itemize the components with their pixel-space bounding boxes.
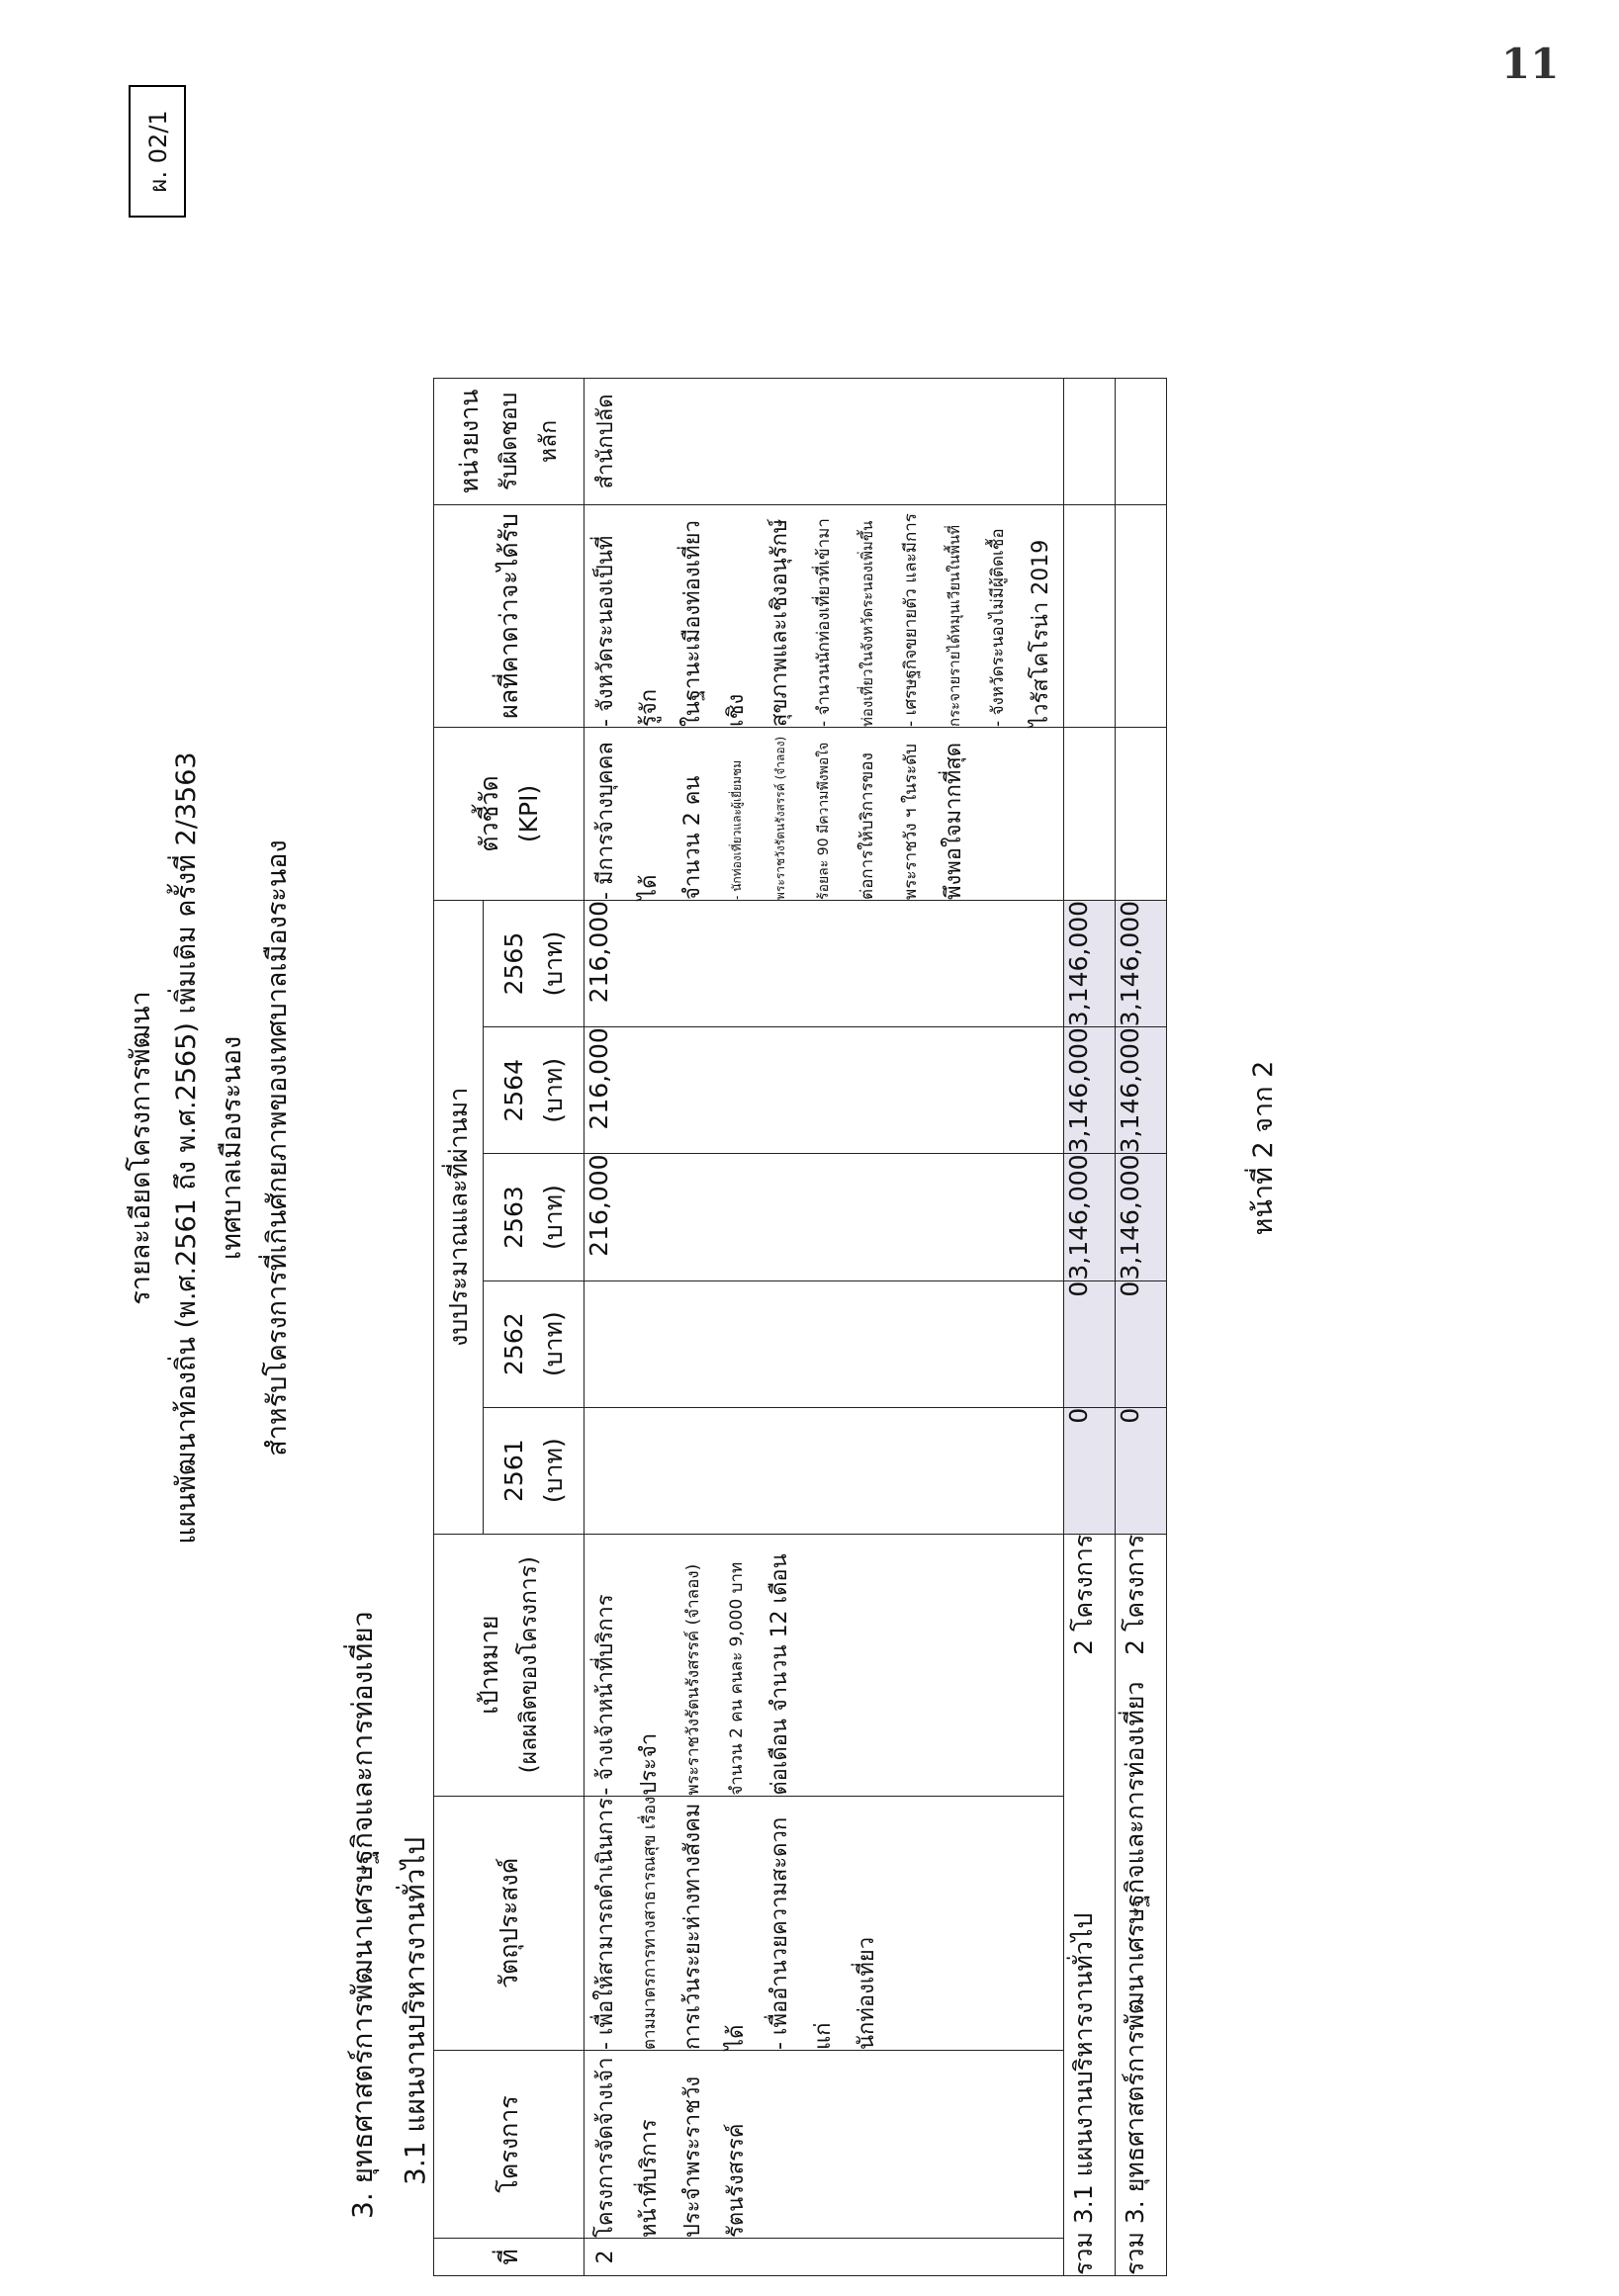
summary-budget-2561: 0: [1064, 1407, 1116, 1534]
budget-2565: 216,000: [585, 900, 1064, 1026]
summary-row-strategy: [1116, 378, 1167, 2275]
summary-budget-2564: 3,146,000: [1064, 1027, 1116, 1154]
header-line-1: รายละเอียดโครงการพัฒนา: [126, 991, 156, 1305]
kpi-line: - มีการจ้างบุคคลได้: [593, 742, 662, 900]
header-line-2: แผนพัฒนาท้องถิ่น (พ.ศ.2561 ถึง พ.ศ.2565) เพิ่มเติม ครั้งที่ 2/3563: [171, 751, 202, 1545]
project-line: โครงการจัดจ้างเจ้าหน้าที่บริการ: [593, 2057, 662, 2238]
baht-label: (บาท): [538, 1311, 568, 1377]
result-line: ท่องเที่ยวในจังหวัดระนองเพิ่มขึ้น: [858, 520, 876, 727]
kpi-line: ร้อยละ 90 มีความพึงพอใจ: [816, 742, 832, 900]
result-line: กระจายรายได้หมุนเวียนในพื้นที่: [945, 524, 963, 727]
baht-label: (บาท): [538, 1185, 568, 1250]
col-target-line1: เป้าหมาย: [474, 1615, 503, 1715]
form-code-box: ผ. 02/1: [129, 85, 186, 218]
col-objective: วัตถุประสงค์: [434, 1796, 585, 2050]
header-line-4: สำหรับโครงการที่เกินศักยภาพของเทศบาลเมืองระนอง: [262, 839, 293, 1457]
result-line: - จำนวนนักท่องเที่ยวที่เข้ามา: [814, 518, 834, 727]
year-label: 2562: [498, 1312, 528, 1375]
objective-line: - เพื่อให้สามารถดำเนินการ: [593, 1798, 618, 2050]
page-number: 11: [1501, 40, 1560, 88]
target-line: ต่อเดือน จำนวน 12 เดือน: [767, 1553, 792, 1796]
row-target: [585, 1534, 1064, 1796]
summary-budget-2562: 0: [1116, 1280, 1167, 1407]
summary-budget-2564: 3,146,000: [1116, 1027, 1167, 1154]
baht-label: (บาท): [538, 930, 568, 997]
summary-budget-2561: 0: [1116, 1407, 1167, 1534]
col-unit: [434, 378, 585, 504]
year-label: 2563: [498, 1186, 528, 1249]
summary-budget-2565: 3,146,000: [1064, 900, 1116, 1026]
summary-name: 3.1 แผนงานบริหารงานทั่วไป: [1069, 1912, 1098, 2225]
project-line: ประจำพระราชวังรัตนรังสรรค์: [680, 2075, 749, 2238]
summary-budget-2565: 3,146,000: [1116, 900, 1167, 1026]
kpi-line: ต่อการให้บริการของ: [857, 752, 877, 900]
summary-name: 3. ยุทธศาสตร์การพัฒนาเศรษฐกิจและการท่องเที่ยว: [1121, 1681, 1149, 2225]
budget-2564: 216,000: [585, 1027, 1064, 1154]
table-row: [585, 378, 1064, 2275]
summary-plan-label-cell: [1064, 1534, 1116, 2275]
col-year-2561: [484, 1407, 585, 1534]
budget-2561: [585, 1407, 1064, 1534]
col-year-2563: [484, 1154, 585, 1280]
kpi-line: - นักท่องเที่ยวและผู้เยี่ยมชม: [730, 759, 744, 900]
result-line: ในฐานะเมืองท่องเที่ยวเชิง: [680, 520, 749, 727]
summary-row-plan: [1064, 378, 1116, 2275]
project-table: [433, 378, 1167, 2276]
summary-empty: [1064, 727, 1116, 900]
page-footer: หน้าที่ 2 จาก 2: [1248, 1060, 1279, 1236]
result-line: ไวรัสโคโรน่า 2019: [1029, 539, 1053, 727]
col-unit-line2: รับผิดชอบหลัก: [495, 392, 562, 491]
result-line: - เศรษฐกิจขยายตัว และมีการ: [901, 513, 921, 727]
summary-count: 2 โครงการ: [1121, 1534, 1149, 1655]
target-line: - จ้างเจ้าหน้าที่บริการประจำ: [593, 1594, 662, 1796]
objective-line: ตามมาตรการทางสาธารณสุข เรื่อง: [640, 1796, 660, 2050]
plan-heading: 3.1 แผนงานบริหารงานทั่วไป: [399, 1836, 431, 2185]
summary-budget-2563: 3,146,000: [1064, 1154, 1116, 1280]
kpi-line: พึงพอใจมากที่สุด: [942, 742, 966, 900]
summary-empty: [1116, 378, 1167, 504]
col-project: โครงการ: [434, 2051, 585, 2239]
row-no: 2: [585, 2239, 1064, 2276]
baht-label: (บาท): [538, 1438, 568, 1504]
col-kpi-line2: (KPI): [513, 784, 543, 843]
result-line: สุขภาพและเชิงอนุรักษ์: [767, 518, 792, 727]
row-project: [585, 2051, 1064, 2239]
col-kpi: [434, 727, 585, 900]
summary-label: รวม: [1069, 2232, 1098, 2275]
objective-line: การเว้นระยะห่างทางสังคมได้: [680, 1803, 749, 2050]
summary-strategy-label-cell: [1116, 1534, 1167, 2275]
row-unit: สำนักปลัด: [585, 378, 1064, 504]
result-line: - จังหวัดระนองไม่มีผู้ติดเชื้อ: [988, 528, 1008, 727]
target-line: พระราชวังรัตนรังสรรค์ (จำลอง): [683, 1563, 703, 1796]
baht-label: (บาท): [538, 1057, 568, 1123]
year-label: 2564: [498, 1059, 528, 1122]
document-header: [119, 0, 301, 2296]
result-line: - จังหวัดระนองเป็นที่รู้จัก: [593, 535, 662, 727]
summary-budget-2562: 0: [1064, 1280, 1116, 1407]
objective-line: นักท่องเที่ยว: [854, 1936, 879, 2050]
summary-empty: [1064, 378, 1116, 504]
year-label: 2561: [498, 1439, 528, 1502]
summary-label: รวม: [1121, 2232, 1149, 2275]
col-year-2565: [484, 900, 585, 1026]
summary-empty: [1116, 504, 1167, 727]
budget-2563: 216,000: [585, 1154, 1064, 1280]
col-no: ที่: [434, 2239, 585, 2276]
year-label: 2565: [498, 931, 528, 996]
kpi-line: จำนวน 2 คน: [680, 775, 705, 900]
summary-empty: [1116, 727, 1167, 900]
kpi-line: พระราชวังรัตนรังสรรค์ (จำลอง): [773, 736, 787, 900]
target-line: จำนวน 2 คน คนละ 9,000 บาท: [727, 1561, 747, 1796]
col-budget-group: งบประมาณและที่ผ่านมา: [434, 900, 484, 1534]
col-target: [434, 1534, 585, 1796]
summary-count: 2 โครงการ: [1069, 1534, 1098, 1655]
col-target-line2: (ผลผลิตของโครงการ): [515, 1556, 542, 1774]
kpi-line: พระราชวัง ฯ ในระดับ: [901, 744, 921, 900]
summary-budget-2563: 3,146,000: [1116, 1154, 1167, 1280]
budget-2562: [585, 1280, 1064, 1407]
strategy-heading: 3. ยุทธศาสตร์การพัฒนาเศรษฐกิจและการท่องเที่ยว: [346, 1611, 379, 2219]
col-year-2562: [484, 1280, 585, 1407]
header-line-3: เทศบาลเมืองระนอง: [217, 1035, 247, 1261]
col-result: ผลที่คาดว่าจะได้รับ: [434, 504, 585, 727]
col-kpi-line1: ตัวชี้วัด: [474, 775, 503, 852]
row-result: [585, 504, 1064, 727]
row-objective: [585, 1796, 1064, 2050]
col-year-2564: [484, 1027, 585, 1154]
col-unit-line1: หน่วยงาน: [454, 389, 484, 494]
objective-line: - เพื่ออำนวยความสะดวกแก่: [767, 1816, 836, 2050]
row-kpi: [585, 727, 1064, 900]
summary-empty: [1064, 504, 1116, 727]
